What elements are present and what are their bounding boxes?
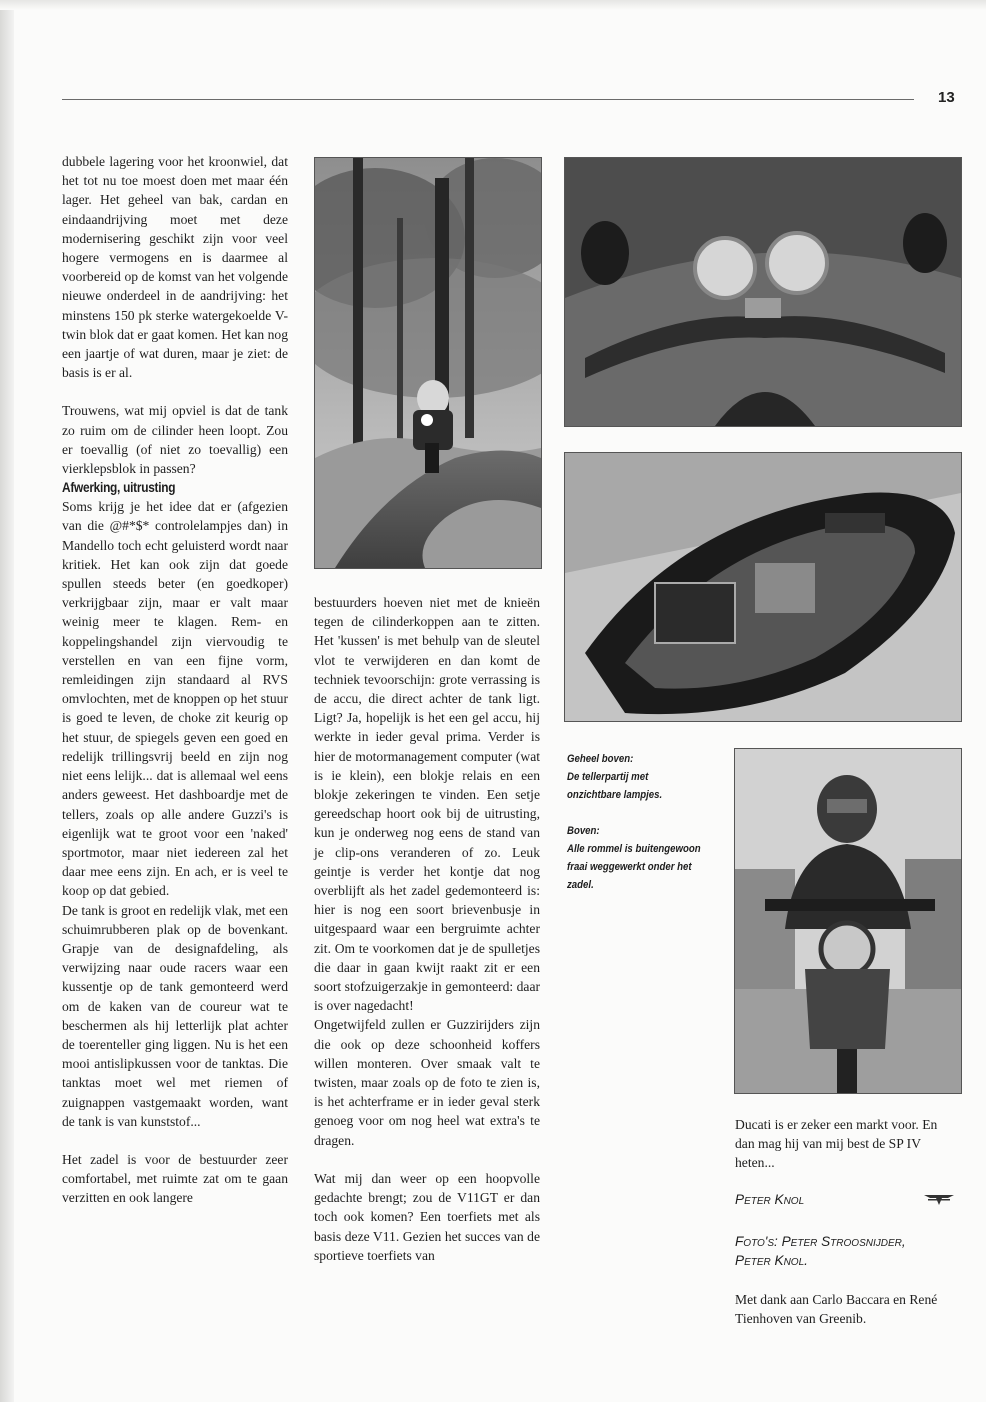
photo-credit-line-1: Foto's: Peter Stroosnijder, bbox=[735, 1234, 906, 1249]
page-top-shadow bbox=[0, 0, 986, 10]
photo-under-seat-image bbox=[565, 453, 961, 721]
text-column-3 bbox=[735, 1115, 960, 1173]
paragraph: Met dank aan Carlo Baccara en René Tienhoven van Greenib. bbox=[735, 1292, 938, 1327]
section-heading: Afwerking, uitrusting bbox=[62, 480, 176, 496]
paragraph: Het zadel is voor de bestuurder zeer comfortabel, met ruimte zat om te gaan verzitten en ook langere bbox=[62, 1151, 288, 1206]
photo-dashboard-image bbox=[565, 158, 961, 426]
text-column-1 bbox=[62, 152, 288, 1208]
photo-dashboard bbox=[564, 157, 962, 427]
photo-captions bbox=[567, 750, 705, 894]
author-credit: Peter Knol bbox=[735, 1192, 805, 1207]
acknowledgement bbox=[735, 1290, 960, 1328]
caption-label: Boven: bbox=[567, 825, 600, 837]
header-rule bbox=[62, 99, 914, 100]
text-column-2 bbox=[314, 593, 540, 1265]
paragraph: Soms krijg je het idee dat er (afgezien van die @#*$* controlelampjes dan) in Mandello toch echt geluisterd wordt naar kritiek. Het kan ook zijn dat goede spullen steeds beter (en goedkoper) verkrijgbaar zijn, maar er valt maar weinig meer te klagen. Rem- en koppelingshandel zijn viervoudig te verstellen en van een fijne vorm, remleidingen zijn standaard al RVS omvlochten, met de knoppen op het stuur is goed te leven, de choke zit keurig op het stuur, de spiegels geven een goed en redelijk trillingsvrij beeld en zijn nog niet eens lelijk... dat is allemaal wel eens anders geweest. Het dashboardje met de tellers, zoals op alle andere Guzzi's is eigenlijk wat te groot voor een 'naked' sportmotor, maar niet iedereen zal het daar mee eens zijn. En ach, er is veel te koop op dat gebied. bbox=[62, 499, 288, 899]
caption-text: Alle rommel is buitengewoon fraai weggewerkt onder het zadel. bbox=[567, 843, 701, 891]
paragraph: bestuurders hoeven niet met de knieën tegen de cilinderkoppen aan te zitten. Het 'kussen' is met behulp van de sleutel vlot te verwijderen en dan komt de techniek tevoorschijn: grote verrassing is de accu, die direct achter de tank ligt. Ligt? Ja, hopelijk is het een gel accu, hij werkte in ieder geval prima. Verder is hier de motormanagement computer (wat is ie klein), een blokje relais en een blokje zekeringen te vinden. Een setje gereedschap hoort ook bij de uitrusting, kun je onderweg nog eens de stand van je clip-ons veranderen of zo. Leuk geintje is verder het kontje dat nog overblijft als het zadel gedemonteerd is: hier is nog een soort brievenbusje in uitgespaard waar een bergruimte achter zit. Om te voorkomen dat je de spulletjes die daar in gaan kwijt raakt zit er een soort stofzuigerzakje in gemonteerd: daar is over nagedacht! bbox=[314, 595, 540, 1014]
paragraph: Ongetwijfeld zullen er Guzzirijders zijn die ook op deze schoonheid koffers willen monteren. Over smaak valt te twisten, maar zoals op de foto te zien is, is het achterframe er in ieder geval sterk genoeg voor om nog heel wat extra's te dragen. bbox=[314, 1017, 540, 1148]
paragraph: dubbele lagering voor het kroonwiel, dat het tot nu toe moest doen met maar één lager. Het geheel van bak, cardan en eindaandrijving moet met deze modernisering geschikt zijn voor veel hogere vermogens en is daarmee al voorbereid op de komst van het volgende nieuwe onderdeel in de aandrijving: het minstens 150 pk sterke watergekoelde V-twin blok dat er gaat komen. Het kan nog een jaartje of wat duren, maar je ziet: de basis is er al. bbox=[62, 154, 288, 381]
page-edge bbox=[0, 0, 14, 1402]
photo-rider-portrait-image bbox=[735, 749, 961, 1093]
paragraph: De tank is groot en redelijk vlak, met een schuimrubberen plak op de bovenkant. Grapje van de designafdeling, als verwijzing naar oude racers waar een kussentje op de tank gemonteerd werd om de kaken van de coureur wat te beschermen als hij letterlijk plat achter de toerenteller ging liggen. Nu is het een mooi antislipkussen voor de tanktas. Die tanktas moet wel met riemen of zuignappen vastgemaakt worden, want de tank is van kunststof... bbox=[62, 902, 288, 1129]
photo-rider-on-road bbox=[314, 157, 542, 569]
guzzi-eagle-logo-icon bbox=[924, 1193, 954, 1207]
photo-credit-line-2: Peter Knol. bbox=[735, 1253, 808, 1268]
photo-under-seat bbox=[564, 452, 962, 722]
caption-label: Geheel boven: bbox=[567, 753, 634, 765]
paragraph: Wat mij dan weer op een hoopvolle gedachte brengt; zou de V11GT er dan toch ook komen? Een toerfiets met als basis deze V11. Gezien het succes van de sportieve toerfiets van bbox=[314, 1170, 540, 1263]
paragraph: Ducati is er zeker een markt voor. En dan mag hij van mij best de SP IV heten... bbox=[735, 1117, 938, 1171]
photo-rider-portrait bbox=[734, 748, 962, 1094]
caption-text: De tellerpartij met onzichtbare lampjes. bbox=[567, 771, 663, 801]
paragraph: Trouwens, wat mij opviel is dat de tank zo ruim om de cilinder heen loopt. Zou er toevallig (of niet zo toevallig) een vierklepsblok in passen? bbox=[62, 403, 288, 477]
photo-rider-on-road-image bbox=[315, 158, 541, 568]
page-number: 13 bbox=[938, 89, 955, 106]
